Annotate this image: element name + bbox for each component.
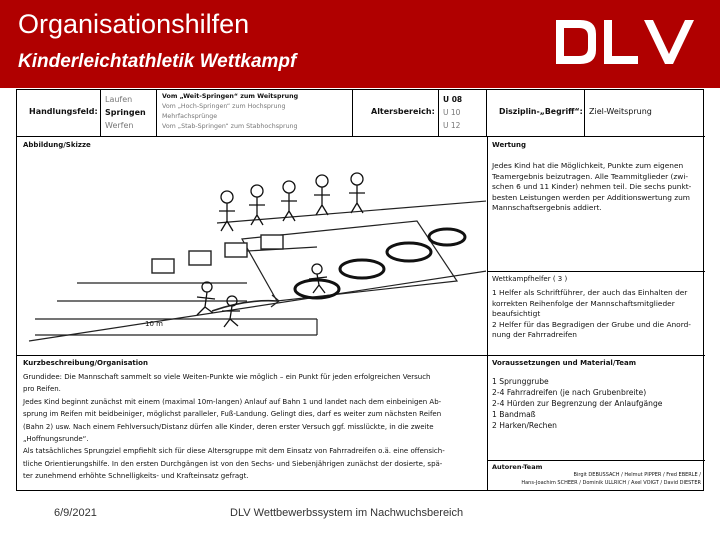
spring-type-stab: Vom „Stab-Springen“ zum Stabhochsprung: [162, 123, 298, 130]
kurz-line: sprung im Reifen mit beidbeiniger, möglichst paralleler, Fuß-Landung. Gelingt dies, darf es weiter zum nächsten Reifen: [23, 410, 442, 419]
material-item: 1 Sprunggrube: [492, 377, 549, 386]
sketch-distance-label: 10 m: [145, 320, 163, 328]
autoren-line: Birgit DEBUSSACH / Helmut PIPPER / Fred EBERLE /: [573, 472, 701, 478]
wertung-line: besten Leistungen werden per Additionswertung zum: [492, 192, 691, 202]
kampfhelfer-line: nung der Fahrradreifen: [492, 330, 577, 339]
spring-types-cell: [157, 90, 353, 136]
kampfhelfer-line: beaufsichtigt: [492, 309, 541, 318]
kurz-line: Grundidee: Die Mannschaft sammelt so viele Weiten-Punkte wie möglich – ein Punkt für jeden erfolgreichen Versuch: [23, 373, 431, 381]
age-u08: U 08: [443, 95, 463, 104]
field-springen: Springen: [105, 108, 146, 117]
kurz-line: Jedes Kind beginnt zunächst mit einem (maximal 10m-langen) Anlauf auf Bahn 1 und landet nach dem einbeinigen Ab-: [23, 397, 442, 406]
slide-title: Organisationshilfen: [18, 9, 250, 39]
wertung-text: [492, 161, 698, 214]
voraussetzungen-box: [487, 355, 705, 461]
abbildung-box: [17, 136, 488, 356]
disziplin-value: Ziel-Weitsprung: [589, 107, 652, 116]
header-banner: [0, 0, 720, 88]
field-laufen: Laufen: [105, 95, 133, 104]
kampfhelfer-line: 2 Helfer für das Begradigen der Grube und die Anord-: [492, 319, 691, 329]
voraussetzungen-title: Voraussetzungen und Material/Team: [492, 359, 636, 367]
wertung-line: Jedes Kind hat die Möglichkeit, Punkte zum eigenen: [492, 161, 684, 170]
spring-type-weit: Vom „Weit-Springen“ zum Weitsprung: [162, 93, 299, 100]
kurz-line: „Hoffnungsrunde“.: [23, 435, 89, 444]
abbildung-title: Abbildung/Skizze: [23, 141, 91, 149]
hoop-1: [295, 280, 339, 298]
kampfhelfer-box: [487, 271, 705, 356]
disziplin-label-cell: [487, 90, 585, 136]
wertung-box: [487, 136, 705, 272]
footer-date: 6/9/2021: [54, 507, 97, 519]
age-u12: U 12: [443, 121, 461, 130]
long-jump-sketch: [17, 151, 486, 355]
autoren-line: Hans-Joachim SCHEER / Dominik ULLRICH / Axel VOIGT / David DIESTER: [521, 480, 701, 486]
kurzbeschreibung-title: Kurzbeschreibung/Organisation: [23, 359, 148, 367]
disziplin-label: Disziplin-„Begriff“:: [499, 107, 583, 116]
kurz-line: Als tatsächliches Sprungziel empfiehlt sich für diese Altersgruppe mit dem Einsatz von Fahrradreifen o.ä. eine offensich-: [23, 447, 445, 456]
kampfhelfer-line: 1 Helfer als Schriftführer, der auch das Einhalten der: [492, 288, 688, 297]
kurzbeschreibung-text: [23, 371, 481, 483]
slide-subtitle: Kinderleichtathletik Wettkampf: [18, 51, 297, 72]
material-item: 2-4 Fahrradreifen (je nach Grubenbreite): [492, 388, 647, 397]
wertung-line: Mannschaftsergebnis addiert.: [492, 203, 602, 212]
age-u10: U 10: [443, 108, 461, 117]
field-werfen: Werfen: [105, 121, 134, 130]
material-item: 2 Harken/Rechen: [492, 421, 557, 430]
kurz-line: (Bahn 2) usw. Nach einem Fehlversuch/Distanz dürfen alle Kinder, deren erster Versuch ggf. misslückte, in die zweite: [23, 422, 434, 431]
kurzbeschreibung-box: [17, 355, 488, 490]
spring-type-mehrfach: Mehrfachsprünge: [162, 113, 218, 120]
kurz-line: tliche Orientierungshilfe. In den ersten Durchgängen ist von den Sechs- und Siebenjährigen zunächst der dosierte, spä-: [23, 459, 443, 468]
wertung-line: Teamergebnis beizutragen. Alle Teammitglieder (zwi-: [492, 171, 689, 181]
handlungsfeld-values-cell: [101, 90, 157, 136]
wertung-title: Wertung: [492, 141, 526, 149]
material-item: 1 Bandmaß: [492, 410, 536, 419]
handlungsfeld-label: Handlungsfeld:: [29, 107, 98, 116]
kampfhelfer-title: Wettkampfhelfer ( 3 ): [492, 275, 568, 283]
autoren-box: [487, 460, 705, 491]
altersbereich-label: Altersbereich:: [371, 107, 435, 116]
footer-title: DLV Wettbewerbssystem im Nachwuchsbereich: [230, 507, 464, 519]
kurz-line: ter zunehmend erhöhte Schnelligkeits- und Krafteinsatz gefragt.: [23, 472, 249, 481]
kampfhelfer-line: korrekten Reihenfolge der Mannschaftsmitglieder: [492, 298, 675, 308]
dlv-logo: [552, 16, 702, 68]
age-groups-cell: [439, 90, 487, 136]
handlungsfeld-label-cell: [17, 90, 101, 136]
altersbereich-label-cell: [353, 90, 439, 136]
disziplin-value-cell: [585, 90, 703, 136]
material-list: [492, 376, 698, 431]
kampfhelfer-text: [492, 288, 698, 341]
kurz-line: pro Reifen.: [23, 385, 61, 394]
autoren-title: Autoren-Team: [492, 463, 543, 471]
material-item: 2-4 Hürden zur Begrenzung der Anlaufgänge: [492, 399, 663, 408]
competition-sheet: [16, 89, 704, 491]
spring-type-hoch: Vom „Hoch-Springen“ zum Hochsprung: [162, 103, 286, 110]
wertung-line: schen 6 und 11 Kinder) nehmen teil. Die sechs punkt-: [492, 182, 692, 191]
